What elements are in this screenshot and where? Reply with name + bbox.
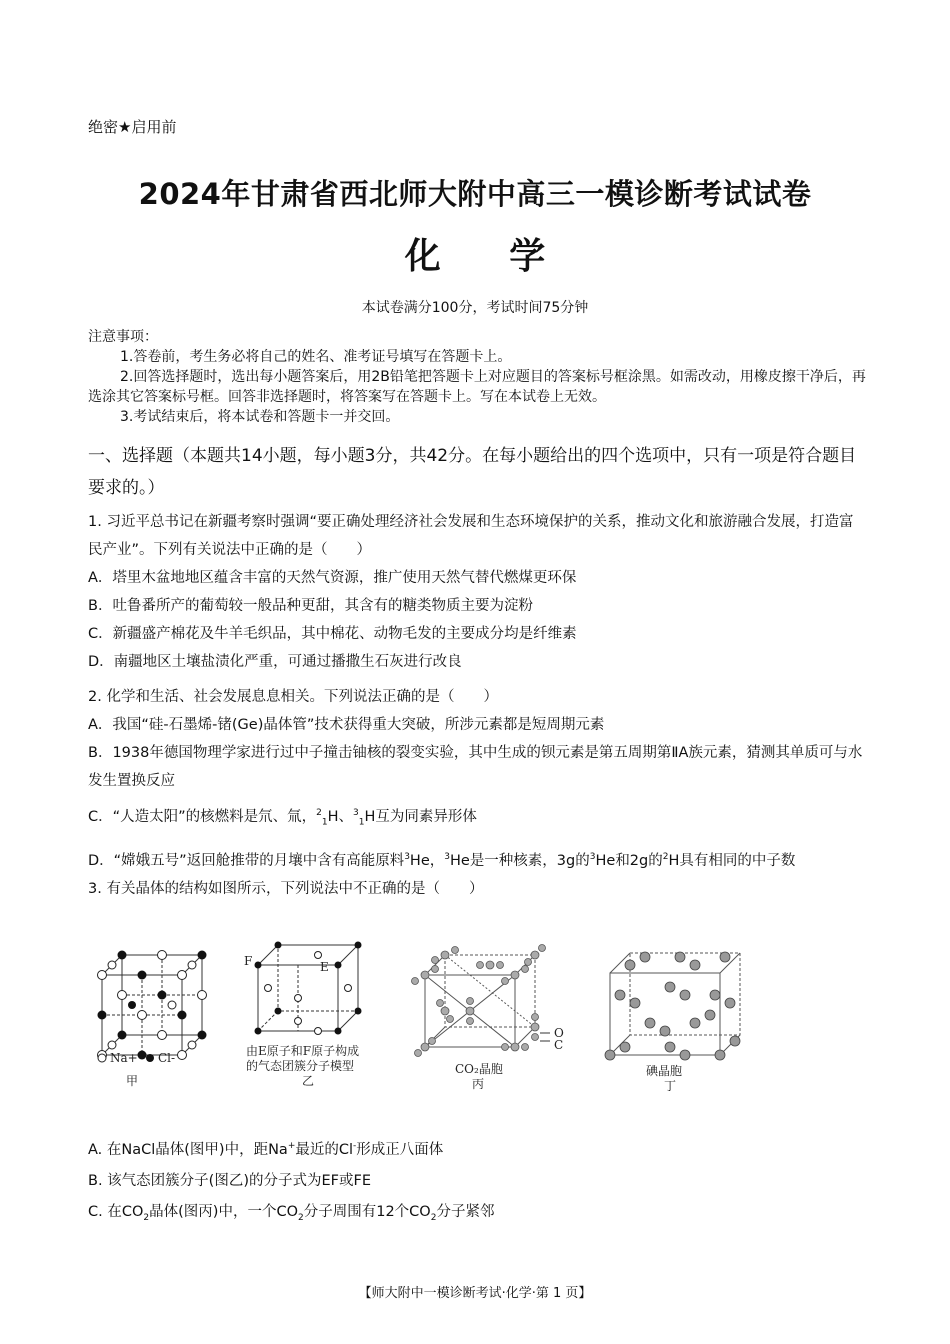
question-1 bbox=[88, 508, 866, 676]
q3-option-b: B. 该气态团簇分子(图乙)的分子式为EF或FE bbox=[88, 1172, 371, 1189]
legend-na-icon bbox=[98, 1054, 106, 1062]
label-c: C bbox=[554, 1038, 564, 1052]
secret-label: 绝密★启用前 bbox=[88, 118, 177, 136]
label-e: E bbox=[320, 960, 329, 974]
figure-yi-caption-1: 由E原子和F原子构成 bbox=[246, 1044, 360, 1058]
notice-item-3: 3.考试结束后，将本试卷和答题卡一并交回。 bbox=[120, 409, 400, 425]
figure-jia-nacl bbox=[102, 955, 202, 1055]
figure-ding-caption-1: 碘晶胞 bbox=[646, 1064, 683, 1078]
figure-bing-caption-1: CO₂晶胞 bbox=[455, 1062, 503, 1076]
q2-option-c: C．“人造太阳”的核燃料是氘、氚，$^2_1$H、$^3_1$H互为同素异形体 bbox=[88, 808, 477, 828]
q3-stem: 3. 有关晶体的结构如图所示，下列说法中不正确的是（ ） bbox=[88, 880, 484, 897]
section-heading: 一、选择题（本题共14小题，每小题3分，共42分。在每小题给出的四个选项中，只有一项是符合题目要求的。） bbox=[88, 446, 857, 498]
legend-na-label: Na+ bbox=[110, 1051, 138, 1065]
q1-stem: 1. 习近平总书记在新疆考察时强调“要正确处理经济社会发展和生态环境保护的关系，推动文化和旅游融合发展，打造富民产业”。下列有关说法中正确的是（ ） bbox=[88, 514, 854, 558]
exam-meta: 本试卷满分100分，考试时间75分钟 bbox=[361, 300, 589, 316]
page-footer: 【师大附中一模诊断考试·化学·第 1 页】 bbox=[358, 1286, 592, 1301]
question-3-options bbox=[88, 1132, 866, 1232]
q1-option-b: B．吐鲁番所产的葡萄较一般品种更甜，其含有的糖类物质主要为淀粉 bbox=[88, 598, 533, 614]
legend-cl-icon bbox=[146, 1054, 154, 1062]
notice-heading: 注意事项： bbox=[88, 329, 158, 345]
figure-bing-caption: 丙 bbox=[472, 1077, 485, 1091]
figure-bing-molecules bbox=[412, 945, 546, 1057]
notice-item-2: 2.回答选择题时，选出每小题答案后，用2B铅笔把答题卡上对应题目的答案标号框涂黑。如需改动，用橡皮擦干净后，再选涂其它答案标号框。回答非选择题时，将答案写在答题卡上。写在本试卷上无效。 bbox=[88, 369, 866, 405]
page-title: 2024年甘肃省西北师大附中高三一模诊断考试试卷 bbox=[138, 177, 812, 211]
figure-yi-caption: 乙 bbox=[302, 1074, 315, 1088]
q2-option-d: D．“嫦娥五号”返回舱推带的月壤中含有高能原料$^3$He，$^3$He是一种核素，3g的$^3$He和2g的$^2$H具有相同的中子数 bbox=[88, 851, 796, 869]
q2-stem: 2. 化学和生活、社会发展息息相关。下列说法正确的是（ ） bbox=[88, 689, 498, 705]
question-2 bbox=[88, 683, 866, 903]
figure-yi-cluster bbox=[258, 945, 358, 1031]
q3-option-a: A. 在NaCl晶体(图甲)中，距Na+最近的Cl-形成正八面体 bbox=[88, 1141, 444, 1158]
label-f: F bbox=[244, 954, 253, 968]
q2-option-a: A．我国“硅-石墨烯-锗(Ge)晶体管”技术获得重大突破，所涉元素都是短周期元素 bbox=[88, 717, 605, 733]
label-o: O bbox=[554, 1026, 564, 1040]
notice-item-1: 1.答卷前，考生务必将自己的姓名、准考证号填写在答题卡上。 bbox=[120, 349, 512, 365]
q3-option-c: C. 在$CO_2$晶体(图丙)中，一个$CO_2$分子周围有12个$CO_2$分子紧邻 bbox=[88, 1203, 495, 1223]
q2-option-b: B．1938年德国物理学家进行过中子撞击铀核的裂变实验，其中生成的钡元素是第五周期第ⅡA族元素，猜测其单质可与水发生置换反应 bbox=[88, 745, 863, 789]
q1-option-c: C．新疆盛产棉花及牛羊毛织品，其中棉花、动物毛发的主要成分均是纤维素 bbox=[88, 626, 577, 642]
figure-ding-caption: 丁 bbox=[664, 1079, 677, 1093]
figure-yi-caption-2: 的气态团簇分子模型 bbox=[246, 1059, 355, 1073]
legend-cl-label: Cl- bbox=[158, 1051, 176, 1065]
notice-block bbox=[88, 327, 868, 427]
crystal-figures bbox=[80, 935, 800, 1105]
figure-jia-caption: 甲 bbox=[126, 1074, 139, 1088]
q1-option-d: D．南疆地区土壤盐渍化严重，可通过播撒生石灰进行改良 bbox=[88, 654, 462, 670]
figure-yi-atoms bbox=[255, 942, 362, 1035]
subject-title: 化 学 bbox=[404, 236, 574, 277]
q1-option-a: A．塔里木盆地地区蕴含丰富的天然气资源，推广使用天然气替代燃煤更环保 bbox=[88, 570, 577, 586]
figure-jia-atoms bbox=[98, 951, 207, 1060]
